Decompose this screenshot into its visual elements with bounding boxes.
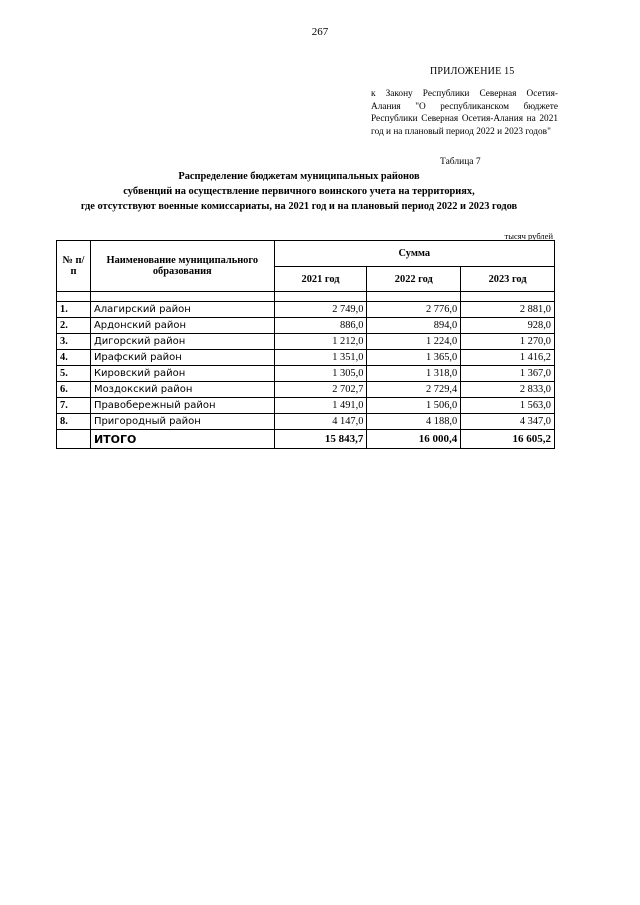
value-2021: 1 305,0: [274, 366, 367, 382]
header-year-2022: 2022 год: [367, 267, 461, 292]
value-2023: 1 416,2: [461, 350, 555, 366]
header-year-2023: 2023 год: [461, 267, 555, 292]
header-sum: Сумма: [274, 241, 554, 267]
district-name: Дигорский район: [90, 334, 274, 350]
value-2022: 894,0: [367, 318, 461, 334]
total-2021: 15 843,7: [274, 430, 367, 449]
value-2021: 886,0: [274, 318, 367, 334]
row-number: 5.: [57, 366, 91, 382]
table-row: [57, 350, 555, 366]
law-reference-line: Республики Северная Осетия-Алания на 2021: [371, 114, 558, 125]
district-name: Пригородный район: [90, 414, 274, 430]
row-number: 7.: [57, 398, 91, 414]
total-empty-cell: [57, 430, 91, 449]
table-row: [57, 366, 555, 382]
district-name: Правобережный район: [90, 398, 274, 414]
value-2022: 1 318,0: [367, 366, 461, 382]
row-number: 1.: [57, 302, 91, 318]
table-row: [57, 302, 555, 318]
row-number: 2.: [57, 318, 91, 334]
header-name: Наименование муниципального образования: [90, 241, 274, 292]
budget-table: [56, 240, 555, 449]
value-2021: 1 212,0: [274, 334, 367, 350]
title-line: субвенций на осуществление первичного воинского учета на территориях,: [123, 186, 475, 197]
title-line: Распределение бюджетам муниципальных районов: [178, 171, 420, 182]
value-2023: 928,0: [461, 318, 555, 334]
total-2022: 16 000,4: [367, 430, 461, 449]
law-reference-line: год и на плановый период 2022 и 2023 годов": [371, 126, 551, 137]
page-number: 267: [311, 26, 329, 38]
value-2022: 4 188,0: [367, 414, 461, 430]
district-name: Кировский район: [90, 366, 274, 382]
total-2023: 16 605,2: [461, 430, 555, 449]
law-reference-line: к Закону Республики Северная Осетия-: [371, 89, 558, 99]
table-row: [57, 382, 555, 398]
total-label: ИТОГО: [90, 430, 274, 449]
value-2021: 2 749,0: [274, 302, 367, 318]
document-title: [0, 169, 598, 214]
total-row: [57, 430, 555, 449]
value-2021: 1 491,0: [274, 398, 367, 414]
table-row: [57, 318, 555, 334]
value-2023: 4 347,0: [461, 414, 555, 430]
law-reference: [371, 88, 558, 138]
title-line: где отсутствуют военные комиссариаты, на 2021 год и на плановый период 2022 и 2023 годов: [80, 201, 518, 212]
value-2021: 1 351,0: [274, 350, 367, 366]
value-2021: 2 702,7: [274, 382, 367, 398]
district-name: Ардонский район: [90, 318, 274, 334]
header-num: № п/п: [57, 241, 91, 292]
value-2022: 2 776,0: [367, 302, 461, 318]
value-2023: 1 270,0: [461, 334, 555, 350]
appendix-heading: ПРИЛОЖЕНИЕ 15: [430, 66, 515, 77]
spacer-row: [57, 292, 555, 302]
header-year-2021: 2021 год: [274, 267, 367, 292]
table-label: Таблица 7: [440, 157, 481, 167]
row-number: 4.: [57, 350, 91, 366]
units-label: тысяч рублей: [504, 231, 553, 241]
row-number: 3.: [57, 334, 91, 350]
value-2022: 1 224,0: [367, 334, 461, 350]
value-2022: 1 506,0: [367, 398, 461, 414]
value-2022: 2 729,4: [367, 382, 461, 398]
table-row: [57, 414, 555, 430]
value-2023: 1 367,0: [461, 366, 555, 382]
district-name: Моздокский район: [90, 382, 274, 398]
value-2021: 4 147,0: [274, 414, 367, 430]
table-row: [57, 334, 555, 350]
table-row: [57, 398, 555, 414]
row-number: 8.: [57, 414, 91, 430]
district-name: Ирафский район: [90, 350, 274, 366]
value-2023: 2 833,0: [461, 382, 555, 398]
value-2023: 2 881,0: [461, 302, 555, 318]
law-reference-line: Алания "О республиканском бюджете: [371, 101, 558, 112]
value-2022: 1 365,0: [367, 350, 461, 366]
district-name: Алагирский район: [90, 302, 274, 318]
row-number: 6.: [57, 382, 91, 398]
value-2023: 1 563,0: [461, 398, 555, 414]
